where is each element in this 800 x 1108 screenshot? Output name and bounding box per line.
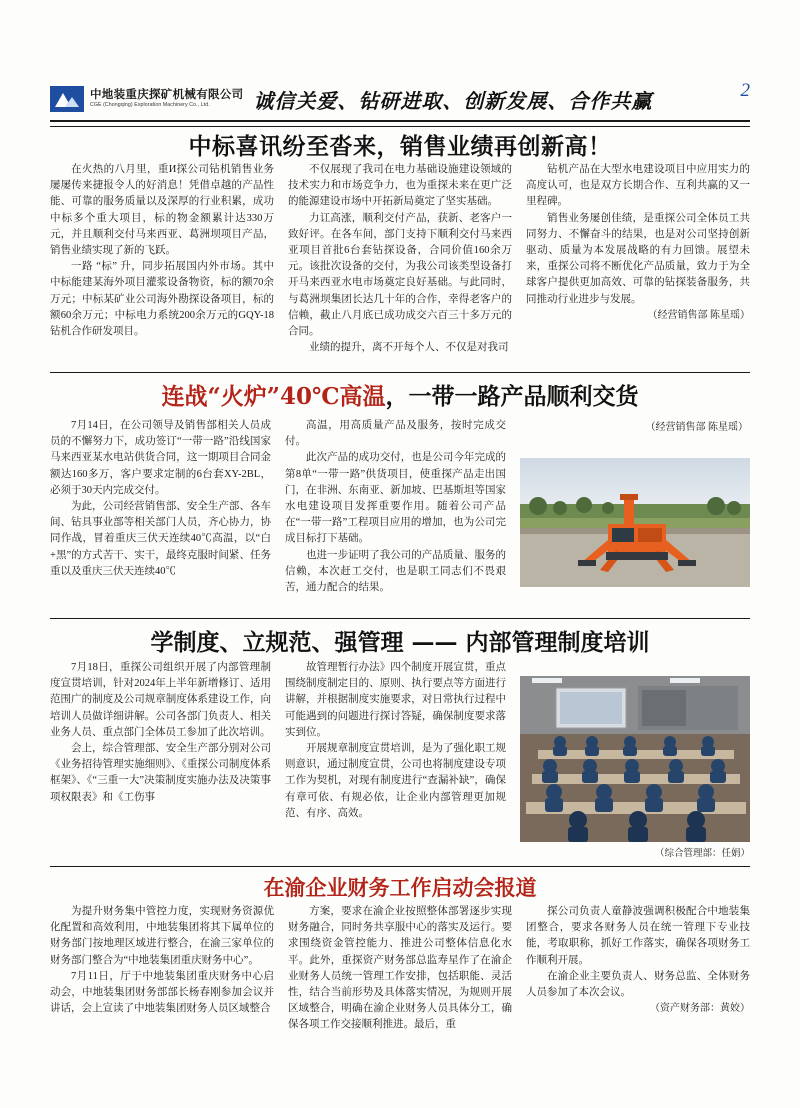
paragraph: 方案，要求在渝企业按照整体部署逐步实现财务融合，同时务共享服中心的落实及运行。要求围绕资金管控能力、推进公司整体信息化水平。此外，重探资产财务部总监寿星作了在渝企业财务人员统一管理工作安排，包括职能、灵活性，结合当前形势及具体落实情况，为规则开展区域整合，明确在渝企业财务人员具体分工，确保各项工作交接顺利推进。最后，重 <box>288 906 512 1031</box>
section1-column-3 <box>526 162 750 356</box>
section2-body <box>50 418 750 596</box>
section4-column-3 <box>526 904 750 1034</box>
company-name-cn: 中地装重庆探矿机械有限公司 <box>90 89 244 101</box>
section-divider-1 <box>50 372 750 373</box>
section4-column-2 <box>288 904 512 1034</box>
paragraph: 销售业务屡创佳绩，是重探公司全体员工共同努力、不懈奋斗的结果，也是对公司坚持创新驱动、质量为本发展战略的有力回馈。展望未来，重探公司将不断优化产品质量，致力于为全球客户提供更加高效、可靠的钻探装备服务，共同推动行业进步与发展。 <box>526 212 750 305</box>
section3-headline: 学制度、立规范、强管理 —— 内部管理制度培训 <box>150 629 650 656</box>
paragraph: 在渝企业主要负责人、财务总监、全体财务人员参加了本次会议。 <box>526 970 750 999</box>
company-identity <box>90 89 243 109</box>
section-divider-2 <box>50 618 750 619</box>
section2-column-3 <box>520 418 750 596</box>
paragraph: 力讧高涨，顺利交付产品，获新、老客户一致好评。在各车间，部门支持下顺利交付马来西亚项目首批6台套钻探设备，合同价值160余万元。该批次设备的交付，为我公司该类型设备打开马来西亚水电市场奠定良好基础。与此同时，与葛洲坝集团长达几十年的合作，幸得老客户的信赖，截止八月底已成功成交六百三十多万元的合同。 <box>288 212 512 338</box>
section2-signature: （经营销售部 陈星瑶） <box>645 422 748 433</box>
paragraph: 高温，用高质量产品及服务，按时完成交付。 <box>285 420 506 448</box>
paragraph: 此次产品的成功交付，也是公司今年完成的第8单“一带一路”供货项目，使重探产品走出国门，在非洲、东南亚、新加坡、巴基斯坦等国家水电建设项目发挥重要作用。随着公司产品在“一带一路”工程项目应用的增加，也为公司完成目标打下基础。 <box>285 452 506 545</box>
paragraph: 也进一步证明了我公司的产品质量、服务的信赖，本次赶工交付，也是职工同志们不畏艰苦，通力配合的结果。 <box>285 549 506 594</box>
drilling-rig-photo <box>520 458 750 587</box>
section4-signature: （资产财务部：黄姣） <box>650 1003 750 1015</box>
paragraph: 7月14日，在公司领导及销售部相关人员成员的不懈努力下，成功签订“一带一路”沿线国家马来西亚某水电站供货合同，这一期项目合同金额达160多万，客户要求定制的6台套XY-2BL，必须于30天内完成交付。 <box>50 420 271 496</box>
paragraph: 在火热的八月里，重И探公司钻机销售业务屡屡传来捷报令人的好消息！凭借卓越的产品性能、可靠的服务质量以及深厚的行业积累，成功中标多个重大项目，标的物金额累计达330万元，并且顺利交付马来西亚、葛洲坝项目产品，销售业绩实现了新的飞跃。 <box>50 164 274 257</box>
mountain-logo-icon <box>50 86 84 112</box>
section-divider-3 <box>50 866 750 867</box>
paragraph: 业绩的提升，离不开每个人、不仅是对我司 <box>309 342 509 354</box>
paragraph: 不仅展现了我司在电力基础设施建设领域的技术实力和市场竞争力，也为重探未来在更广泛的能源建设市场中开拓新局奠定了坚实基础。 <box>288 164 512 208</box>
paragraph: 7月18日，重探公司组织开展了内部管理制度宣贯培训，针对2024年上半年新增修订、适用范围广的制度及公司规章制度体系建设工作，向培训人员做详细讲解。公司各部门负责人、相关业务人员、重点部门全体员工参加了此次培训。 <box>50 662 271 738</box>
masthead <box>50 78 750 120</box>
paragraph: 探公司负责人童静波强调积极配合中地装集团整合，要求各财务人员在统一管理下专业技能，考取职称，抓好工作落实，确保各项财务工作顺利开展。 <box>526 906 750 966</box>
section3-body <box>50 660 750 862</box>
paragraph: 钻机产品在大型水电建设项目中应用实力的高度认可，也是双方长期合作、互利共赢的又一里程碑。 <box>526 164 750 208</box>
section2-column-1 <box>50 418 271 596</box>
section1-body <box>50 162 750 356</box>
paragraph: 故管理暂行办法》四个制度开展宣贯，重点围绕制度制定目的、原则、执行要点等方面进行讲解，并根据制度实施要求，对日常执行过程中可能遇到的问题进行探讨答疑，确保制度要求落实到位。 <box>285 662 506 738</box>
paragraph: 一路 “标” 升，同步拓展国内外市场。其中中标能建某海外项目灌浆设备物资，标的额70余万元；中标某矿业公司海外勘探设备项目，标的额60余万元；中标电力系统200余万元的GQY-18钻机合作研发项目。 <box>50 261 274 338</box>
section2-headline <box>50 378 750 411</box>
section3-photo-caption: （综合管理部：任娟） <box>654 849 750 859</box>
section1-column-1 <box>50 162 274 356</box>
section4-body <box>50 904 750 1034</box>
section3-column-2 <box>285 660 506 862</box>
masthead-slogan: 诚信关爱、钻研进取、创新发展、合作共赢 <box>253 88 653 113</box>
paragraph: 7月11日，厅于中地装集团重庆财务中心启动会，中地装集团财务部部长杨春刚参加会议并讲话，会上宣读了中地装集团财务人员区域整合 <box>50 970 274 1015</box>
masthead-divider <box>50 120 750 127</box>
section2-headline-rest: ，一带一路产品顺利交货 <box>385 383 639 410</box>
company-name-en: CGE (Chongqing) Exploration Machinery Co., Ltd. <box>90 102 210 108</box>
section4-headline: 在渝企业财务工作启动会报道 <box>263 875 537 900</box>
paragraph: 为提升财务集中管控力度，实现财务资源优化配置和高效利用，中地装集团将其下属单位的财务部门按地理区域进行整合，在渝三家单位的财务部门整合为“中地装集团重庆财务中心”。 <box>50 906 274 966</box>
paragraph: 开展规章制度宣贯培训，是为了强化职工规则意识，通过制度宣贯，公司也将制度建设专项工作为契机，对现有制度进行“查漏补缺”，确保有章可依、有规必依，让企业内部管理更加规范、有序、高效。 <box>285 743 506 819</box>
section1-signature: （经营销售部 陈星瑶） <box>647 309 750 321</box>
section3-column-1 <box>50 660 271 862</box>
section1-column-2 <box>288 162 512 356</box>
training-classroom-photo <box>520 676 750 842</box>
paragraph: 会上，综合管理部、安全生产部分别对公司《业务招待管理实施细则》、《重探公司制度体系框架》、《“三重一大”决策制度实施办法及决策事项权限表》和《工伤事 <box>50 743 271 803</box>
section3-column-3 <box>520 660 750 862</box>
section2-headline-highlight: 连战“火炉”40℃高温 <box>161 383 386 410</box>
section2-column-2 <box>285 418 506 596</box>
paragraph: 为此，公司经营销售部、安全生产部、各车间、钻具事业部等相关部门人员，齐心协力，协同作战，冒着重庆三伏天连续40℃高温，以“白+黑”的方式苦干、实干，最终克服时间紧、任务重以及重庆三伏天连续40℃ <box>50 501 271 577</box>
section1-headline: 中标喜讯纷至沓来，销售业绩再创新高！ <box>188 133 612 160</box>
page-number: 2 <box>740 80 750 101</box>
section4-column-1 <box>50 904 274 1034</box>
